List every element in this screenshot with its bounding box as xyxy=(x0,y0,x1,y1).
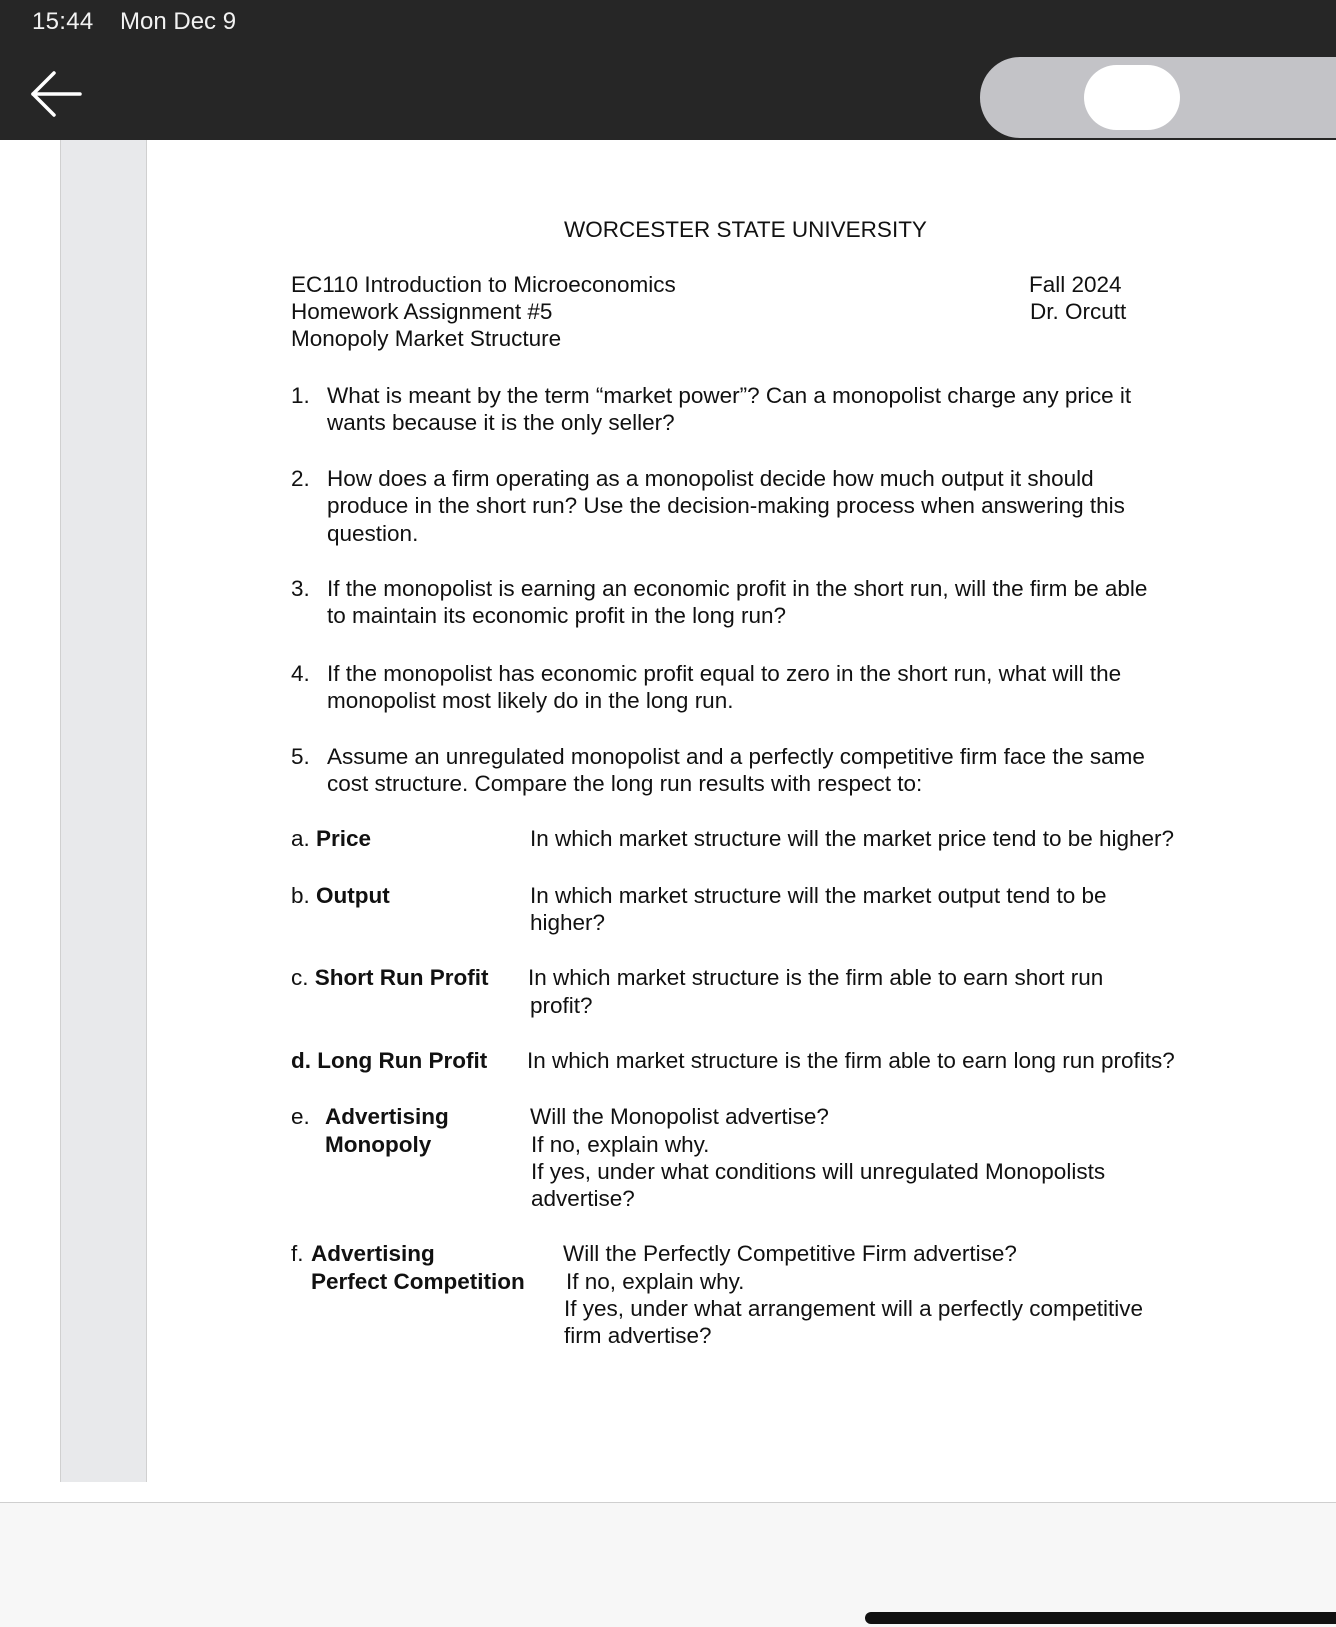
toolbar-pill-handle[interactable] xyxy=(1084,65,1180,130)
subitem-text-line: higher? xyxy=(530,910,606,935)
subitem-text-line: firm advertise? xyxy=(564,1323,712,1348)
question-text-line: How does a firm operating as a monopolist decide how much output it should xyxy=(327,466,1094,491)
subitem-label xyxy=(291,1047,487,1075)
course-title: EC110 Introduction to Microeconomics xyxy=(291,272,676,297)
subitem-text-line: In which market structure will the market output tend to be xyxy=(530,883,1107,908)
subitem-title: Perfect Competition xyxy=(311,1269,525,1294)
university-title: WORCESTER STATE UNIVERSITY xyxy=(564,217,927,242)
subitem-title: Advertising xyxy=(325,1104,449,1129)
instructor: Dr. Orcutt xyxy=(1030,299,1127,324)
subitem-label xyxy=(291,964,489,992)
subitem-text-line: In which market structure will the market price tend to be higher? xyxy=(530,826,1175,851)
subitem-title: Price xyxy=(316,826,372,851)
question-text-line: cost structure. Compare the long run results with respect to: xyxy=(327,771,923,796)
subitem-title: Monopoly xyxy=(325,1132,432,1157)
subitem-title: Advertising xyxy=(311,1241,435,1266)
subitem-text-line: Will the Monopolist advertise? xyxy=(530,1104,829,1129)
subitem-title: Output xyxy=(316,883,390,908)
subitem-prefix: f. xyxy=(291,1241,304,1266)
subitem-text-line: In which market structure is the firm able to earn long run profits? xyxy=(527,1048,1175,1073)
status-time: 15:44 xyxy=(32,8,94,35)
subitem-title: Long Run Profit xyxy=(317,1048,488,1073)
subitem-label xyxy=(291,882,390,910)
question-text-line: produce in the short run? Use the decision-making process when answering this xyxy=(327,493,1125,518)
term: Fall 2024 xyxy=(1029,272,1122,297)
question-text-line: question. xyxy=(327,521,419,546)
question-number: 4. xyxy=(291,661,310,686)
subitem-text-line: If no, explain why. xyxy=(566,1269,745,1294)
assignment-title: Homework Assignment #5 xyxy=(291,299,553,324)
subitem-text-line: If no, explain why. xyxy=(531,1132,710,1157)
bottom-area xyxy=(0,1503,1336,1627)
page-thumbnail-gutter xyxy=(60,140,147,1482)
question-text-line: to maintain its economic profit in the long run? xyxy=(327,603,786,628)
subitem-text-line: Will the Perfectly Competitive Firm advertise? xyxy=(563,1241,1017,1266)
subitem-text-line: profit? xyxy=(530,993,593,1018)
subitem-text-line: advertise? xyxy=(531,1186,635,1211)
question-text-line: What is meant by the term “market power”? Can a monopolist charge any price it xyxy=(327,383,1132,408)
subitem-prefix: b. xyxy=(291,883,317,908)
question-text-line: Assume an unregulated monopolist and a perfectly competitive firm face the same xyxy=(327,744,1145,769)
home-indicator xyxy=(865,1612,1336,1624)
question-number: 5. xyxy=(291,744,310,769)
subitem-prefix: e. xyxy=(291,1104,310,1129)
subitem-prefix: c. xyxy=(291,965,315,990)
subitem-prefix: d. xyxy=(291,1048,318,1073)
assignment-topic: Monopoly Market Structure xyxy=(291,326,562,351)
subitem-text-line: In which market structure is the firm able to earn short run xyxy=(528,965,1104,990)
question-number: 1. xyxy=(291,383,310,408)
subitem-prefix: a. xyxy=(291,826,317,851)
question-text-line: monopolist most likely do in the long run. xyxy=(327,688,734,713)
question-number: 3. xyxy=(291,576,310,601)
status-date: Mon Dec 9 xyxy=(120,8,237,35)
subitem-label xyxy=(291,825,371,853)
arrow-left-icon xyxy=(28,66,84,122)
question-text-line: wants because it is the only seller? xyxy=(327,410,675,435)
subitem-text-line: If yes, under what arrangement will a perfectly competitive xyxy=(564,1296,1144,1321)
question-text-line: If the monopolist has economic profit equal to zero in the short run, what will the xyxy=(327,661,1122,686)
question-text-line: If the monopolist is earning an economic profit in the short run, will the firm be able xyxy=(327,576,1148,601)
subitem-title: Short Run Profit xyxy=(314,965,489,990)
subitem-text-line: If yes, under what conditions will unregulated Monopolists xyxy=(531,1159,1106,1184)
back-button[interactable] xyxy=(28,66,84,122)
question-number: 2. xyxy=(291,466,310,491)
